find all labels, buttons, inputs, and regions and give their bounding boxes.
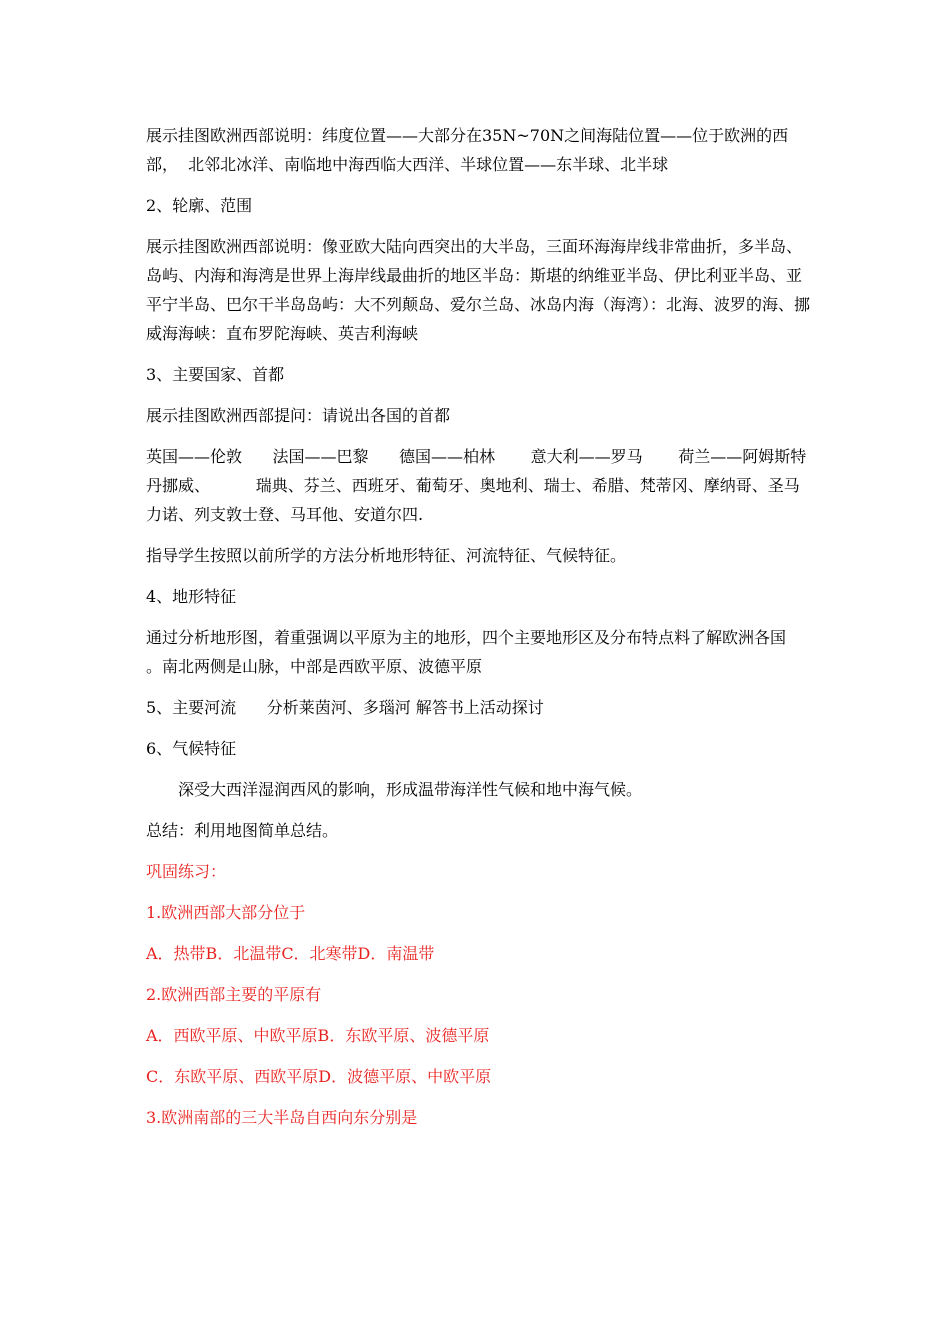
heading-outline: 2、轮廓、范围 bbox=[146, 196, 253, 215]
heading-rivers: 5、主要河流 分析莱茵河、多瑙河 解答书上活动探讨 bbox=[146, 698, 544, 717]
heading-climate: 6、气候特征 bbox=[146, 739, 237, 758]
paragraph-location: 展示挂图欧洲西部说明：纬度位置——大部分在35N~70N之间海陆位置——位于欧洲的西部， 北邻北冰洋、南临地中海西临大西洋、半球位置——东半球、北半球 bbox=[146, 126, 789, 174]
exercise-options-2a: A．西欧平原、中欧平原B．东欧平原、波德平原 bbox=[146, 1026, 490, 1045]
exercise-question-1: 1.欧洲西部大部分位于 bbox=[146, 903, 306, 922]
exercise-question-2: 2.欧洲西部主要的平原有 bbox=[146, 985, 322, 1004]
heading-countries: 3、主要国家、首都 bbox=[146, 365, 285, 384]
exercise-question-3: 3.欧洲南部的三大半岛自西向东分别是 bbox=[146, 1108, 418, 1127]
exercise-options-1: A．热带B．北温带C．北寒带D．南温带 bbox=[146, 944, 435, 963]
document-body bbox=[146, 121, 814, 1144]
exercise-options-2b: C．东欧平原、西欧平原D．波德平原、中欧平原 bbox=[146, 1067, 492, 1086]
paragraph-summary: 总结：利用地图简单总结。 bbox=[146, 821, 339, 840]
paragraph-climate: 深受大西洋湿润西风的影响，形成温带海洋性气候和地中海气候。 bbox=[178, 780, 643, 799]
heading-exercises: 巩固练习： bbox=[146, 862, 227, 881]
paragraph-guidance: 指导学生按照以前所学的方法分析地形特征、河流特征、气候特征。 bbox=[146, 546, 627, 565]
paragraph-outline: 展示挂图欧洲西部说明：像亚欧大陆向西突出的大半岛，三面环海海岸线非常曲折，多半岛、岛屿、内海和海湾是世界上海岸线最曲折的地区半岛：斯堪的纳维亚半岛、伊比利亚半岛、亚平宁半岛、巴尔干半岛岛屿：大不列颠岛、爱尔兰岛、冰岛内海（海湾）：北海、波罗的海、挪威海海峡：直布罗陀海峡、英吉利海峡 bbox=[146, 237, 811, 343]
heading-terrain: 4、地形特征 bbox=[146, 587, 237, 606]
paragraph-terrain: 通过分析地形图，着重强调以平原为主的地形，四个主要地形区及分布特点料了解欧洲各国 。南北两侧是山脉，中部是西欧平原、波德平原 bbox=[146, 628, 802, 676]
paragraph-countries-question: 展示挂图欧洲西部提问：请说出各国的首都 bbox=[146, 406, 451, 425]
paragraph-capitals: 英国——伦敦 法国——巴黎 德国——柏林 意大利——罗马 荷兰——阿姆斯特丹挪威、 瑞典、芬兰、西班牙、葡萄牙、奥地利、瑞士、希腊、梵蒂冈、摩纳哥、圣马力诺、列支敦士登、马耳他、安道尔四. bbox=[146, 447, 807, 524]
